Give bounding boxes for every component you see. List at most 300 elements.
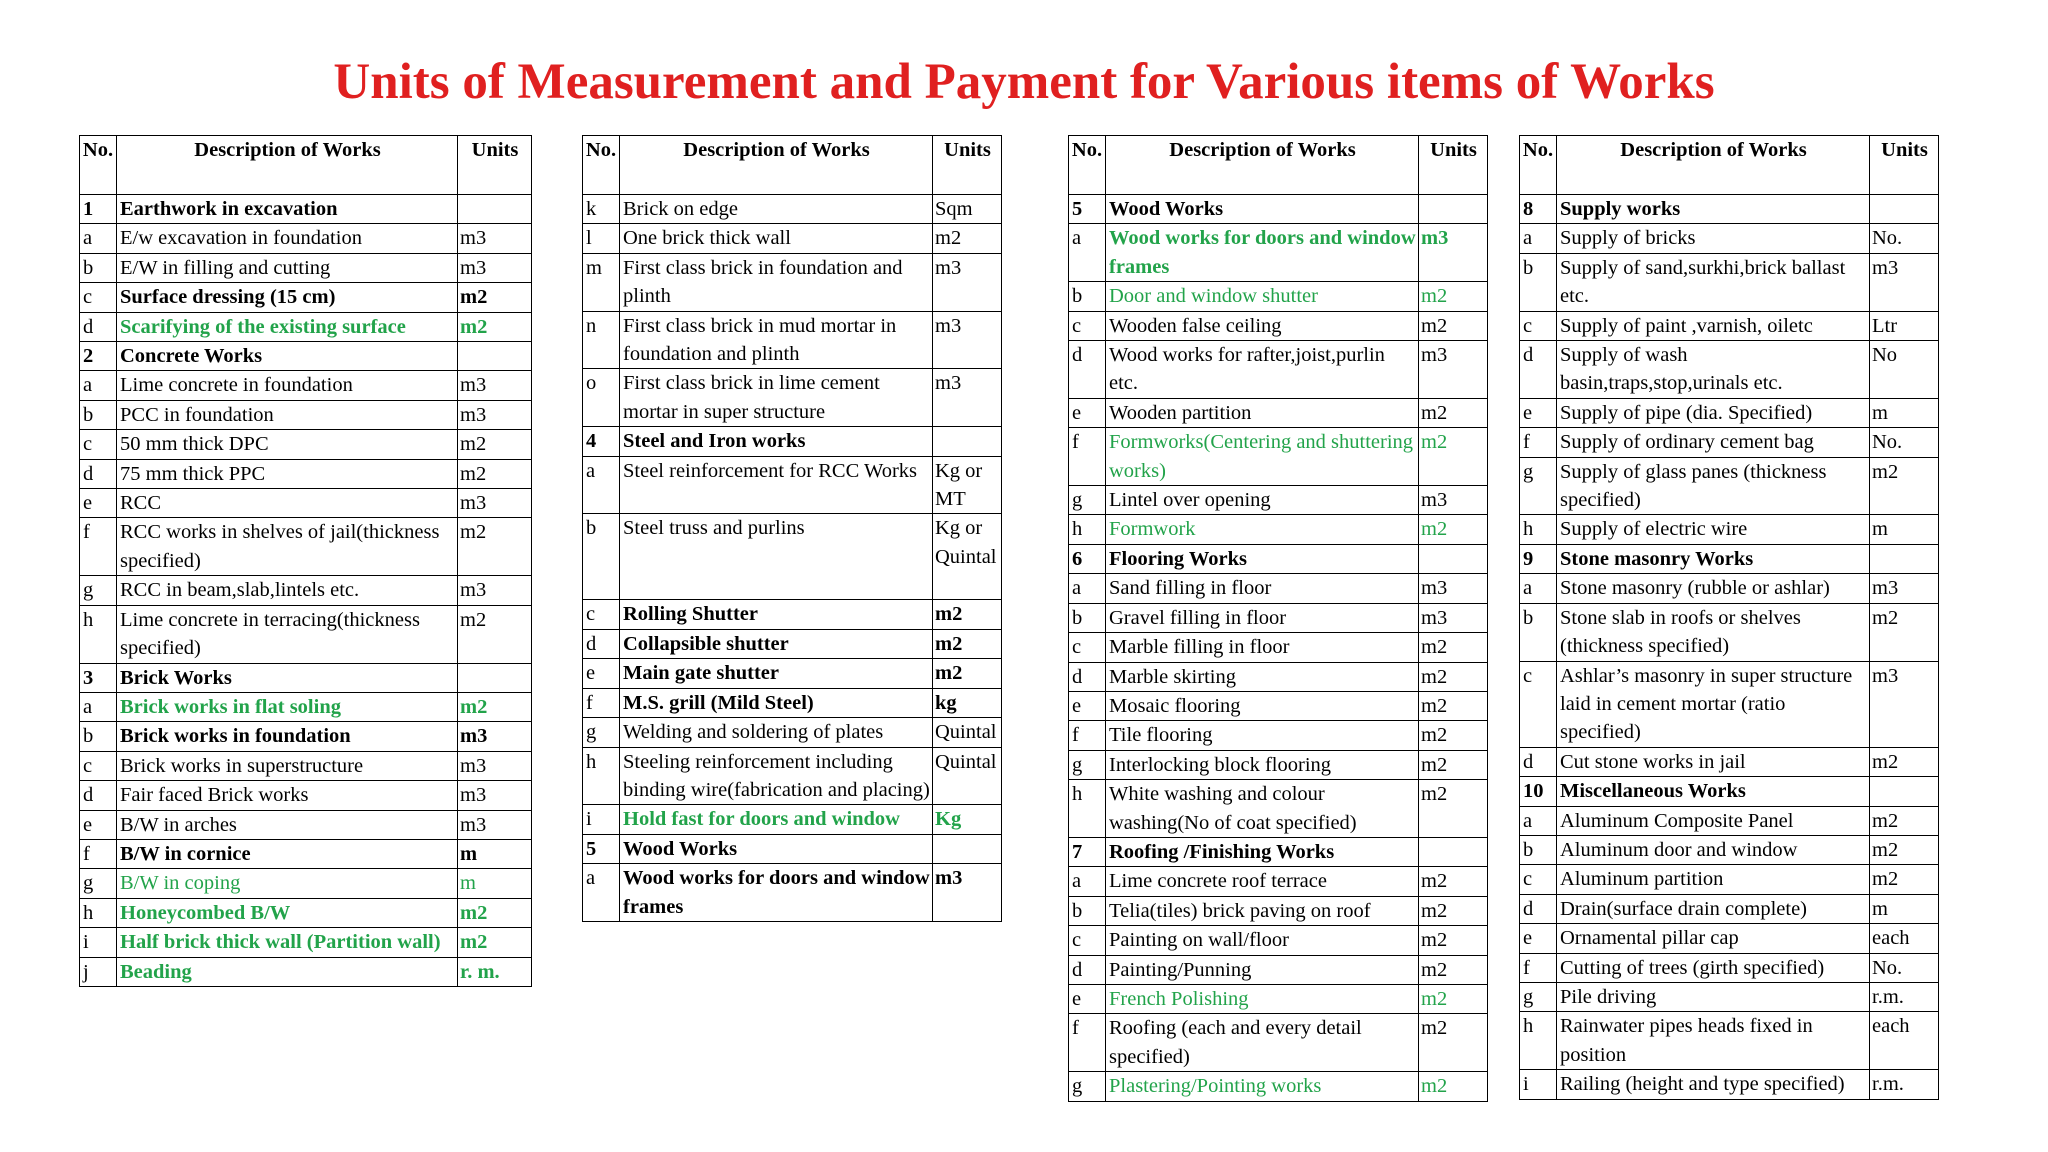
item-unit: No. bbox=[1870, 224, 1939, 253]
item-description: Aluminum door and window bbox=[1557, 835, 1870, 864]
item-unit bbox=[458, 342, 532, 371]
table-row bbox=[583, 311, 1002, 369]
table-row bbox=[583, 718, 1002, 747]
table-row bbox=[80, 692, 532, 721]
item-description: Interlocking block flooring bbox=[1106, 750, 1419, 779]
table-row bbox=[1069, 691, 1488, 720]
item-unit: m3 bbox=[933, 369, 1002, 427]
table-row bbox=[1520, 311, 1939, 340]
item-number: b bbox=[1069, 896, 1106, 925]
item-description: Supply of electric wire bbox=[1557, 515, 1870, 544]
item-description: Brick on edge bbox=[620, 195, 933, 224]
item-unit: No bbox=[1870, 341, 1939, 399]
item-description: Surface dressing (15 cm) bbox=[117, 283, 458, 312]
section-row bbox=[1069, 195, 1488, 224]
item-description: Supply of paint ,varnish, oiletc bbox=[1557, 311, 1870, 340]
item-unit: Kg or MT bbox=[933, 456, 1002, 514]
item-number: h bbox=[80, 605, 117, 663]
header-no: No. bbox=[1520, 136, 1557, 195]
item-description: Brick works in foundation bbox=[117, 722, 458, 751]
table-row bbox=[1069, 282, 1488, 311]
item-description: Stone masonry Works bbox=[1557, 544, 1870, 573]
item-description: Brick works in flat soling bbox=[117, 692, 458, 721]
section-row bbox=[80, 342, 532, 371]
table-row bbox=[583, 688, 1002, 717]
item-description: Formwork bbox=[1106, 515, 1419, 544]
item-number: 3 bbox=[80, 663, 117, 692]
table-row bbox=[80, 253, 532, 282]
item-description: B/W in cornice bbox=[117, 839, 458, 868]
table-row bbox=[1520, 661, 1939, 747]
table-row bbox=[80, 928, 532, 957]
item-number: f bbox=[80, 518, 117, 576]
item-number: c bbox=[1069, 633, 1106, 662]
item-description: Flooring Works bbox=[1106, 544, 1419, 573]
item-description: Beading bbox=[117, 957, 458, 986]
item-number: c bbox=[80, 283, 117, 312]
header-no: No. bbox=[1069, 136, 1106, 195]
item-description: Fair faced Brick works bbox=[117, 781, 458, 810]
item-unit: m2 bbox=[1419, 398, 1488, 427]
item-description: Rainwater pipes heads fixed in position bbox=[1557, 1012, 1870, 1070]
table-row bbox=[1520, 953, 1939, 982]
item-description: Pile driving bbox=[1557, 982, 1870, 1011]
table-header-row bbox=[80, 136, 532, 195]
item-number: g bbox=[1520, 982, 1557, 1011]
item-description: Brick Works bbox=[117, 663, 458, 692]
table-row bbox=[1520, 428, 1939, 457]
item-number: f bbox=[80, 839, 117, 868]
table-row bbox=[1069, 603, 1488, 632]
item-unit bbox=[458, 663, 532, 692]
table-row bbox=[1520, 806, 1939, 835]
item-unit bbox=[1870, 195, 1939, 224]
item-unit: Kg bbox=[933, 805, 1002, 834]
item-description: Aluminum Composite Panel bbox=[1557, 806, 1870, 835]
page-title: Units of Measurement and Payment for Various items of Works bbox=[333, 54, 1715, 110]
item-unit: m2 bbox=[1419, 1014, 1488, 1072]
item-description: Marble filling in floor bbox=[1106, 633, 1419, 662]
table-row bbox=[1520, 835, 1939, 864]
item-number: g bbox=[1069, 486, 1106, 515]
item-description: Wood works for doors and window frames bbox=[1106, 224, 1419, 282]
item-description: Honeycombed B/W bbox=[117, 898, 458, 927]
section-row bbox=[80, 663, 532, 692]
item-number: 7 bbox=[1069, 837, 1106, 866]
item-unit: m2 bbox=[933, 629, 1002, 658]
item-description: One brick thick wall bbox=[620, 224, 933, 253]
item-description: Wood works for rafter,joist,purlin etc. bbox=[1106, 341, 1419, 399]
table-row bbox=[583, 514, 1002, 600]
table-row bbox=[583, 864, 1002, 922]
table-row bbox=[80, 839, 532, 868]
table-row bbox=[1520, 747, 1939, 776]
item-unit: m2 bbox=[1419, 780, 1488, 838]
item-description: Scarifying of the existing surface bbox=[117, 312, 458, 341]
table-row bbox=[1520, 894, 1939, 923]
item-number: h bbox=[1069, 780, 1106, 838]
item-unit: Quintal bbox=[933, 747, 1002, 805]
table-row bbox=[1069, 721, 1488, 750]
item-unit: m3 bbox=[1419, 341, 1488, 399]
item-description: Stone masonry (rubble or ashlar) bbox=[1557, 574, 1870, 603]
table-row bbox=[1069, 1072, 1488, 1101]
item-unit: m2 bbox=[458, 928, 532, 957]
item-unit: m3 bbox=[458, 576, 532, 605]
item-number: g bbox=[1069, 1072, 1106, 1101]
item-unit bbox=[458, 195, 532, 224]
item-description: Collapsible shutter bbox=[620, 629, 933, 658]
item-unit: m bbox=[1870, 398, 1939, 427]
item-unit: m2 bbox=[933, 659, 1002, 688]
table-row bbox=[583, 600, 1002, 629]
item-unit: r.m. bbox=[1870, 982, 1939, 1011]
table-row bbox=[80, 430, 532, 459]
item-description: B/W in coping bbox=[117, 869, 458, 898]
table-row bbox=[583, 629, 1002, 658]
table-row bbox=[583, 369, 1002, 427]
table-header-row bbox=[1069, 136, 1488, 195]
item-description: Welding and soldering of plates bbox=[620, 718, 933, 747]
item-description: First class brick in foundation and plinth bbox=[620, 253, 933, 311]
item-unit: m2 bbox=[1419, 926, 1488, 955]
item-number: f bbox=[1520, 953, 1557, 982]
item-number: h bbox=[1520, 515, 1557, 544]
item-unit: m2 bbox=[1419, 428, 1488, 486]
item-description: Rolling Shutter bbox=[620, 600, 933, 629]
item-unit: m3 bbox=[458, 751, 532, 780]
item-unit: m2 bbox=[458, 518, 532, 576]
item-description: Painting on wall/floor bbox=[1106, 926, 1419, 955]
item-number: g bbox=[80, 869, 117, 898]
item-unit: m2 bbox=[1870, 603, 1939, 661]
table-row bbox=[583, 747, 1002, 805]
item-number: i bbox=[80, 928, 117, 957]
table-row bbox=[1069, 926, 1488, 955]
section-row bbox=[1069, 837, 1488, 866]
item-description: Plastering/Pointing works bbox=[1106, 1072, 1419, 1101]
item-number: c bbox=[583, 600, 620, 629]
item-number: f bbox=[1069, 428, 1106, 486]
item-description: PCC in foundation bbox=[117, 400, 458, 429]
table-row bbox=[1520, 398, 1939, 427]
table-row bbox=[583, 224, 1002, 253]
item-unit: kg bbox=[933, 688, 1002, 717]
table-header-row bbox=[1520, 136, 1939, 195]
table-row bbox=[80, 781, 532, 810]
header-units: Units bbox=[458, 136, 532, 195]
item-unit: m2 bbox=[1419, 1072, 1488, 1101]
table-row bbox=[1520, 224, 1939, 253]
table-row bbox=[1520, 457, 1939, 515]
item-unit: Kg or Quintal bbox=[933, 514, 1002, 600]
item-unit: m bbox=[1870, 515, 1939, 544]
item-number: c bbox=[1520, 311, 1557, 340]
table-row bbox=[80, 518, 532, 576]
table-row bbox=[1520, 1012, 1939, 1070]
item-unit: m3 bbox=[1870, 253, 1939, 311]
table-row bbox=[1520, 1070, 1939, 1099]
item-number: m bbox=[583, 253, 620, 311]
item-unit: m2 bbox=[1870, 806, 1939, 835]
table-row bbox=[1069, 1014, 1488, 1072]
item-number: h bbox=[1069, 515, 1106, 544]
item-unit: m3 bbox=[933, 864, 1002, 922]
table-row bbox=[1069, 515, 1488, 544]
item-description: Mosaic flooring bbox=[1106, 691, 1419, 720]
item-unit: m3 bbox=[1419, 224, 1488, 282]
item-number: b bbox=[1069, 282, 1106, 311]
item-number: 5 bbox=[1069, 195, 1106, 224]
item-unit: m2 bbox=[1870, 747, 1939, 776]
item-number: 2 bbox=[80, 342, 117, 371]
table-row bbox=[80, 459, 532, 488]
item-number: d bbox=[1069, 955, 1106, 984]
item-description: 50 mm thick DPC bbox=[117, 430, 458, 459]
item-description: Wooden partition bbox=[1106, 398, 1419, 427]
item-number: b bbox=[1520, 603, 1557, 661]
item-number: h bbox=[1520, 1012, 1557, 1070]
works-table-3 bbox=[1068, 135, 1488, 1102]
table-row bbox=[1069, 224, 1488, 282]
table-row bbox=[1520, 515, 1939, 544]
section-row bbox=[80, 195, 532, 224]
item-description: Concrete Works bbox=[117, 342, 458, 371]
table-row bbox=[583, 253, 1002, 311]
item-number: h bbox=[80, 898, 117, 927]
item-unit: m2 bbox=[1419, 633, 1488, 662]
item-number: a bbox=[80, 371, 117, 400]
item-number: c bbox=[1520, 661, 1557, 747]
section-row bbox=[1520, 544, 1939, 573]
item-unit: m3 bbox=[458, 781, 532, 810]
item-number: b bbox=[583, 514, 620, 600]
table-row bbox=[80, 898, 532, 927]
item-description: Ornamental pillar cap bbox=[1557, 924, 1870, 953]
table-row bbox=[1069, 750, 1488, 779]
item-number: a bbox=[583, 456, 620, 514]
item-description: Roofing /Finishing Works bbox=[1106, 837, 1419, 866]
table-row bbox=[583, 456, 1002, 514]
item-unit: m2 bbox=[933, 600, 1002, 629]
item-unit: m3 bbox=[1419, 574, 1488, 603]
table-row bbox=[1069, 341, 1488, 399]
header-units: Units bbox=[1419, 136, 1488, 195]
item-unit bbox=[1419, 544, 1488, 573]
item-number: e bbox=[1520, 398, 1557, 427]
item-description: Drain(surface drain complete) bbox=[1557, 894, 1870, 923]
item-number: a bbox=[1520, 574, 1557, 603]
item-description: Lime concrete roof terrace bbox=[1106, 867, 1419, 896]
item-description: Supply of glass panes (thickness specified) bbox=[1557, 457, 1870, 515]
header-no: No. bbox=[583, 136, 620, 195]
item-description: Steel truss and purlins bbox=[620, 514, 933, 600]
item-unit: m2 bbox=[458, 312, 532, 341]
table-row bbox=[1069, 574, 1488, 603]
table-row bbox=[80, 224, 532, 253]
item-description: Lintel over opening bbox=[1106, 486, 1419, 515]
works-table-2 bbox=[582, 135, 1002, 922]
item-description: 75 mm thick PPC bbox=[117, 459, 458, 488]
item-description: Marble skirting bbox=[1106, 662, 1419, 691]
item-unit: Sqm bbox=[933, 195, 1002, 224]
item-unit: m3 bbox=[458, 224, 532, 253]
item-number: 4 bbox=[583, 427, 620, 456]
item-number: d bbox=[80, 312, 117, 341]
item-description: Sand filling in floor bbox=[1106, 574, 1419, 603]
item-unit: m bbox=[458, 839, 532, 868]
item-description: RCC works in shelves of jail(thickness specified) bbox=[117, 518, 458, 576]
item-description: Roofing (each and every detail specified) bbox=[1106, 1014, 1419, 1072]
item-description: B/W in arches bbox=[117, 810, 458, 839]
table-row bbox=[1069, 662, 1488, 691]
item-number: d bbox=[1520, 747, 1557, 776]
item-description: Earthwork in excavation bbox=[117, 195, 458, 224]
item-number: f bbox=[1069, 1014, 1106, 1072]
item-description: Steel and Iron works bbox=[620, 427, 933, 456]
table-row bbox=[80, 957, 532, 986]
header-units: Units bbox=[933, 136, 1002, 195]
item-description: Steel reinforcement for RCC Works bbox=[620, 456, 933, 514]
item-unit: m3 bbox=[458, 489, 532, 518]
item-description: RCC in beam,slab,lintels etc. bbox=[117, 576, 458, 605]
item-description: Supply of pipe (dia. Specified) bbox=[1557, 398, 1870, 427]
item-number: g bbox=[583, 718, 620, 747]
header-no: No. bbox=[80, 136, 117, 195]
item-unit: m3 bbox=[1870, 574, 1939, 603]
item-description: Steeling reinforcement including binding wire(fabrication and placing) bbox=[620, 747, 933, 805]
item-unit: No. bbox=[1870, 428, 1939, 457]
table-row bbox=[1069, 867, 1488, 896]
item-number: o bbox=[583, 369, 620, 427]
item-number: d bbox=[1069, 662, 1106, 691]
item-number: 8 bbox=[1520, 195, 1557, 224]
table-row bbox=[1520, 574, 1939, 603]
item-number: h bbox=[583, 747, 620, 805]
item-unit: m2 bbox=[1419, 896, 1488, 925]
item-number: 6 bbox=[1069, 544, 1106, 573]
item-unit: m2 bbox=[458, 692, 532, 721]
item-number: b bbox=[80, 400, 117, 429]
item-number: c bbox=[80, 430, 117, 459]
item-unit: m3 bbox=[933, 253, 1002, 311]
item-number: d bbox=[583, 629, 620, 658]
item-description: French Polishing bbox=[1106, 984, 1419, 1013]
item-number: c bbox=[1069, 926, 1106, 955]
table-row bbox=[80, 810, 532, 839]
table-row bbox=[1520, 603, 1939, 661]
item-description: Lime concrete in foundation bbox=[117, 371, 458, 400]
item-description: Door and window shutter bbox=[1106, 282, 1419, 311]
item-description: Half brick thick wall (Partition wall) bbox=[117, 928, 458, 957]
item-description: Formworks(Centering and shuttering works) bbox=[1106, 428, 1419, 486]
header-units: Units bbox=[1870, 136, 1939, 195]
item-description: Cut stone works in jail bbox=[1557, 747, 1870, 776]
item-unit: m3 bbox=[1419, 486, 1488, 515]
item-description: Railing (height and type specified) bbox=[1557, 1070, 1870, 1099]
item-number: d bbox=[1520, 894, 1557, 923]
item-description: Painting/Punning bbox=[1106, 955, 1419, 984]
item-description: Cutting of trees (girth specified) bbox=[1557, 953, 1870, 982]
item-number: 1 bbox=[80, 195, 117, 224]
item-number: a bbox=[1520, 224, 1557, 253]
item-description: Telia(tiles) brick paving on roof bbox=[1106, 896, 1419, 925]
item-description: Supply of sand,surkhi,brick ballast etc. bbox=[1557, 253, 1870, 311]
item-unit: m3 bbox=[458, 371, 532, 400]
table-row bbox=[80, 400, 532, 429]
item-unit: m2 bbox=[458, 605, 532, 663]
item-description: RCC bbox=[117, 489, 458, 518]
item-number: f bbox=[1520, 428, 1557, 457]
item-unit: Quintal bbox=[933, 718, 1002, 747]
item-unit: each bbox=[1870, 1012, 1939, 1070]
item-description: Aluminum partition bbox=[1557, 865, 1870, 894]
table-row bbox=[583, 805, 1002, 834]
table-row bbox=[80, 489, 532, 518]
item-number: i bbox=[1520, 1070, 1557, 1099]
item-unit: m2 bbox=[458, 459, 532, 488]
item-description: First class brick in mud mortar in foundation and plinth bbox=[620, 311, 933, 369]
item-unit: m2 bbox=[1419, 955, 1488, 984]
item-number: d bbox=[80, 781, 117, 810]
item-number: b bbox=[80, 722, 117, 751]
item-unit bbox=[1419, 195, 1488, 224]
item-unit: r. m. bbox=[458, 957, 532, 986]
item-number: a bbox=[1069, 224, 1106, 282]
table-row bbox=[583, 659, 1002, 688]
item-number: g bbox=[1069, 750, 1106, 779]
table-row bbox=[1520, 982, 1939, 1011]
item-number: 9 bbox=[1520, 544, 1557, 573]
item-unit: m2 bbox=[1419, 662, 1488, 691]
item-unit: m2 bbox=[1870, 457, 1939, 515]
item-number: e bbox=[1069, 984, 1106, 1013]
item-description: M.S. grill (Mild Steel) bbox=[620, 688, 933, 717]
item-description: Lime concrete in terracing(thickness specified) bbox=[117, 605, 458, 663]
item-number: d bbox=[80, 459, 117, 488]
item-unit: No. bbox=[1870, 953, 1939, 982]
item-description: Brick works in superstructure bbox=[117, 751, 458, 780]
table-row bbox=[80, 283, 532, 312]
table-row bbox=[80, 576, 532, 605]
item-unit: Ltr bbox=[1870, 311, 1939, 340]
table-row bbox=[1069, 896, 1488, 925]
item-unit bbox=[933, 427, 1002, 456]
item-unit: m2 bbox=[458, 430, 532, 459]
table-row bbox=[1069, 311, 1488, 340]
table-row bbox=[80, 869, 532, 898]
item-unit: m2 bbox=[1419, 750, 1488, 779]
item-unit: each bbox=[1870, 924, 1939, 953]
item-number: a bbox=[80, 224, 117, 253]
item-description: First class brick in lime cement mortar in super structure bbox=[620, 369, 933, 427]
table-row bbox=[80, 371, 532, 400]
item-unit: m3 bbox=[933, 311, 1002, 369]
item-number: a bbox=[583, 864, 620, 922]
table-row bbox=[80, 605, 532, 663]
item-description: White washing and colour washing(No of coat specified) bbox=[1106, 780, 1419, 838]
item-description: Wood works for doors and window frames bbox=[620, 864, 933, 922]
item-number: i bbox=[583, 805, 620, 834]
table-row bbox=[80, 751, 532, 780]
table-row bbox=[1069, 486, 1488, 515]
item-number: f bbox=[1069, 721, 1106, 750]
table-row bbox=[583, 195, 1002, 224]
table-row bbox=[80, 722, 532, 751]
item-unit: m2 bbox=[458, 283, 532, 312]
section-row bbox=[583, 834, 1002, 863]
item-number: f bbox=[583, 688, 620, 717]
